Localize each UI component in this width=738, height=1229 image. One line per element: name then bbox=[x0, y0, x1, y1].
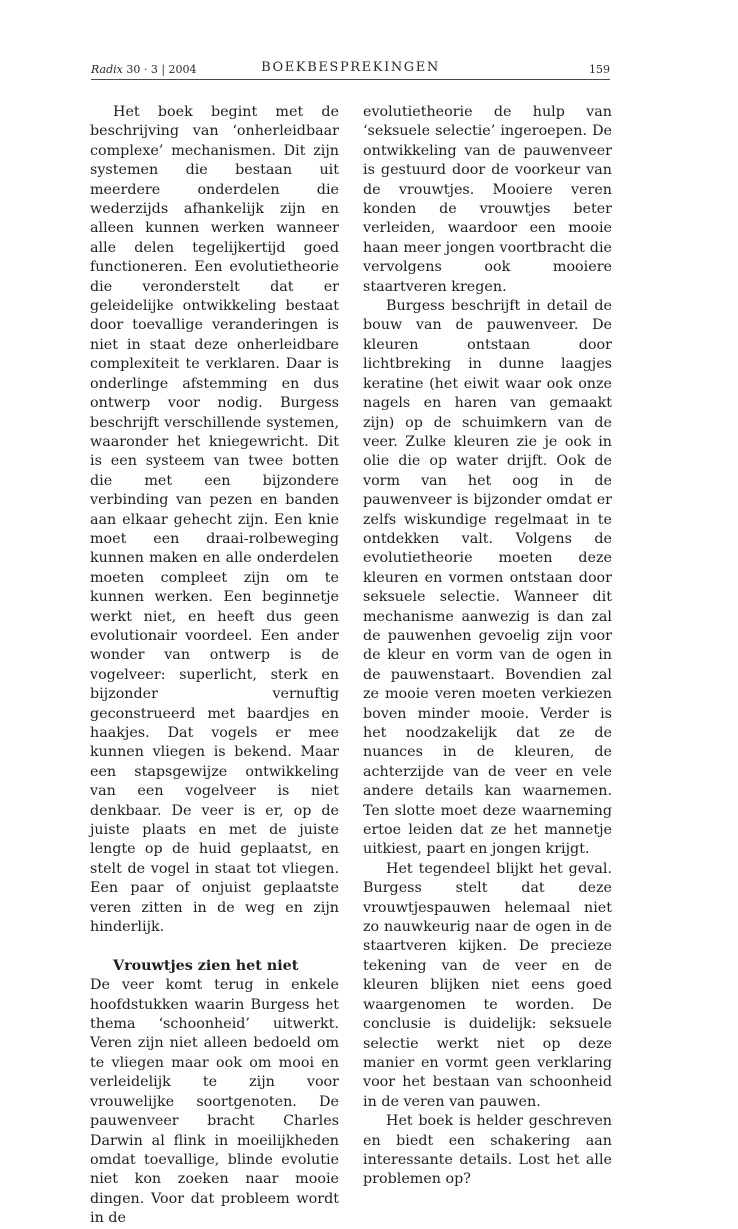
paragraph: Het boek is helder geschreven en biedt een schakering aan interessante details. Lost het alle problemen op? bbox=[363, 1113, 612, 1188]
volume-info: 30 · 3 | 2004 bbox=[122, 63, 197, 76]
paragraph: Het boek begint met de beschrijving van ‘onherleidbaar complexe’ mechanismen. Dit zijn systemen die bestaan uit meerdere onderdelen die wederzijds afhankelijk zijn en alleen kunnen werken wanneer alle delen tegelijkertijd goed functioneren. Een evolutietheorie die veronderstelt dat er geleidelijke ontwikkeling bestaat door toevallige veranderingen is niet in staat deze onherleidbare complexiteit te verklaren. Daar is onderlinge afstemming en dus ontwerp voor nodig. Burgess beschrijft verschillende systemen, waaronder het kniegewricht. Dit is een systeem van twee botten die met een bijzondere verbinding van pezen en banden aan elkaar gehecht zijn. Een knie moet een draai-rolbeweging kunnen maken en alle onderdelen moeten compleet zijn om te kunnen werken. Een beginnetje werkt niet, en heeft dus geen evolutionair voordeel. Een ander wonder van ontwerp is de vogelveer: superlicht, sterk en bijzonder vernuftig geconstrueerd met baardjes en haakjes. Dat vogels er mee kunnen vliegen is bekend. Maar een stapsgewijze ontwikkeling van een vogelveer is niet denkbaar. De veer is er, op de juiste plaats en met de juiste lengte op de huid geplaatst, en stelt de vogel in staat tot vliegen. Een paar of onjuist geplaatste veren zitten in de weg en zijn hinderlijk. bbox=[90, 104, 339, 936]
paragraph: De veer komt terug in enkele hoofdstukken waarin Burgess het thema ‘schoonheid’ uitwerkt. Veren zijn niet alleen bedoeld om te vliegen maar ook om mooi en verleidelijk te zijn voor vrouwelijke soortgenoten. De pauwenveer bracht Charles Darwin al flink in moeilijkheden omdat toevallige, blinde evolutie niet kon zoeken naar mooie dingen. Voor dat probleem wordt in de bbox=[90, 977, 339, 1227]
journal-name: Radix bbox=[91, 63, 123, 76]
paragraph: evolutietheorie de hulp van ‘seksuele selectie’ ingeroepen. De ontwikkeling van de pauwenveer is gestuurd door de voorkeur van de vrouwtjes. Mooiere veren konden de vrouwtjes beter verleiden, waardoor een mooie haan meer jongen voortbracht die vervolgens ook mooiere staartveren kregen. bbox=[363, 104, 612, 295]
paragraph: Burgess beschrijft in detail de bouw van de pauwenveer. De kleuren ontstaan door lichtbreking in dunne laagjes keratine (het eiwit waar ook onze nagels en haren van gemaakt zijn) op de schuimkern van de veer. Zulke kleuren zie je ook in olie die op water drijft. Ook de vorm van het oog in de pauwenveer is bijzonder omdat er zelfs wiskundige regelmaat in te ontdekken valt. Volgens de evolutietheorie moeten deze kleuren en vormen ontstaan door seksuele selectie. Wanneer dit mechanisme aanwezig is dan zal de pauwenhen gevoelig zijn voor de kleur en vorm van de ogen in de pauwenstaart. Bovendien zal ze mooie veren moeten verkiezen boven minder mooie. Verder is het noodzakelijk dat ze de nuances in de kleuren, de achterzijde van de veer en vele andere details kan waarnemen. Ten slotte moet deze waarneming ertoe leiden dat ze het mannetje uitkiest, paart en jongen krijgt. bbox=[363, 298, 612, 858]
header-rule bbox=[91, 79, 610, 80]
section-title: BOEKBESPREKINGEN bbox=[261, 60, 440, 75]
right-column bbox=[363, 103, 612, 1190]
subheading: Vrouwtjes zien het niet bbox=[113, 957, 299, 974]
left-column bbox=[90, 103, 339, 1229]
page-number: 159 bbox=[589, 63, 610, 76]
paragraph: Het tegendeel blijkt het geval. Burgess stelt dat deze vrouwtjespauwen helemaal niet zo nauwkeurig naar de ogen in de staartveren kijken. De precieze tekening van de veer en de kleuren blijken niet eens goed waargenomen te worden. De conclusie is duidelijk: seksuele selectie werkt niet op deze manier en vormt geen verklaring voor het bestaan van schoonheid in de veren van pauwen. bbox=[363, 860, 612, 1110]
running-header bbox=[91, 60, 610, 80]
